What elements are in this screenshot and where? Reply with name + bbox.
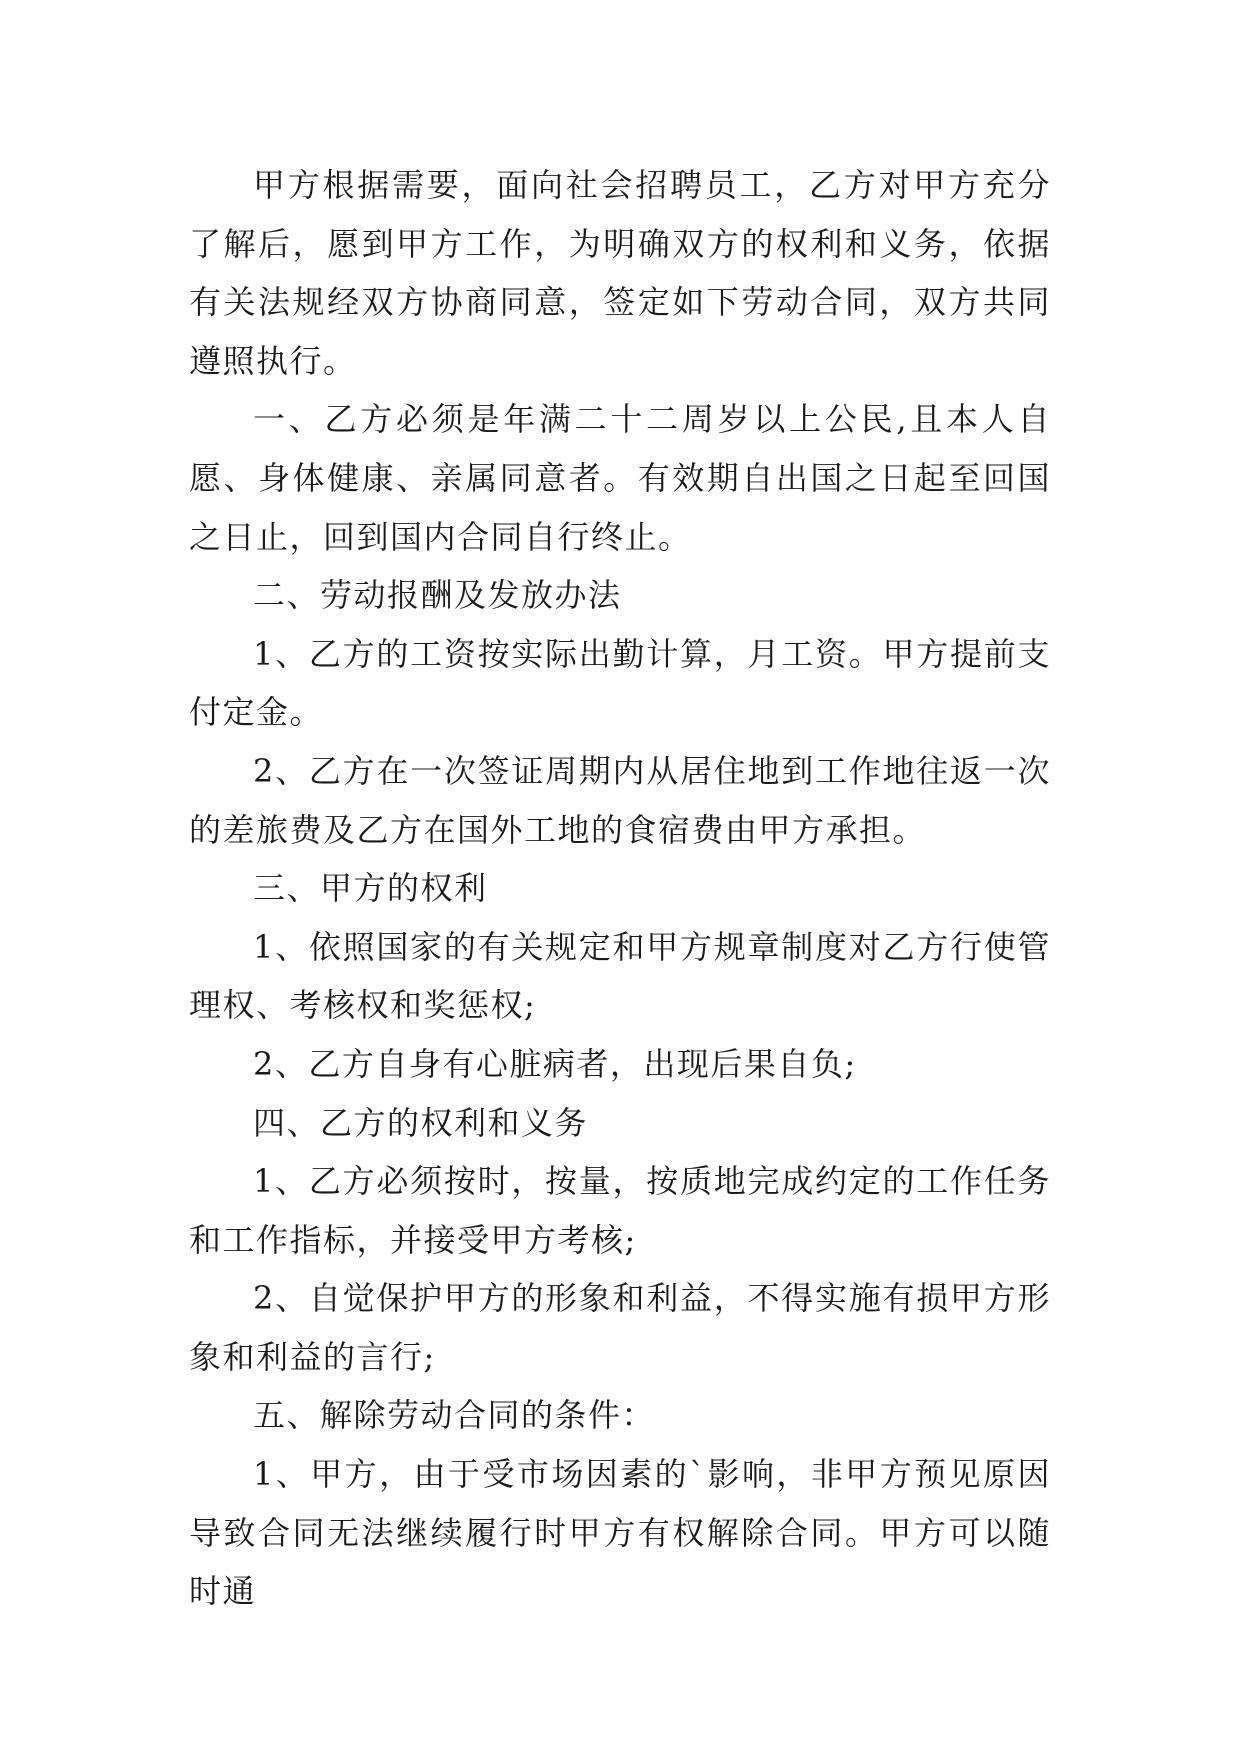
paragraph-intro: 甲方根据需要，面向社会招聘员工，乙方对甲方充分了解后，愿到甲方工作，为明确双方的权利和义务，依据有关法规经双方协商同意，签定如下劳动合同，双方共同遵照执行。 xyxy=(189,166,1051,380)
paragraph-clause-1: 一、乙方必须是年满二十二周岁以上公民,且本人自愿、身体健康、亲属同意者。有效期自出国之日起至回国之日止，回到国内合同自行终止。 xyxy=(189,400,1051,556)
paragraph-4-2: 2、自觉保护甲方的形象和利益，不得实施有损甲方形象和利益的言行; xyxy=(189,1279,1051,1376)
paragraph-3-1: 1、依照国家的有关规定和甲方规章制度对乙方行使管理权、考核权和奖惩权; xyxy=(189,927,1051,1025)
paragraph-2-2: 2、乙方在一次签证周期内从居住地到工作地往返一次的差旅费及乙方在国外工地的食宿费由甲方承担。 xyxy=(189,751,1051,849)
paragraph-5-1: 1、甲方，由于受市场因素的`影响，非甲方预见原因导致合同无法继续履行时甲方有权解除合同。甲方可以随时通 xyxy=(189,1455,1051,1611)
paragraph-2-1: 1、乙方的工资按实际出勤计算，月工资。甲方提前支付定金。 xyxy=(189,634,1051,732)
section-heading-5: 五、解除劳动合同的条件： xyxy=(253,1396,656,1435)
section-heading-2: 二、劳动报酬及发放办法 xyxy=(253,576,622,615)
paragraph-3-2: 2、乙方自身有心脏病者，出现后果自负; xyxy=(253,1044,857,1083)
section-heading-3: 三、甲方的权利 xyxy=(253,869,488,908)
section-heading-4: 四、乙方的权利和义务 xyxy=(253,1103,589,1142)
document-body xyxy=(189,156,1051,1621)
paragraph-4-1: 1、乙方必须按时，按量，按质地完成约定的工作任务和工作指标，并接受甲方考核; xyxy=(189,1162,1051,1259)
